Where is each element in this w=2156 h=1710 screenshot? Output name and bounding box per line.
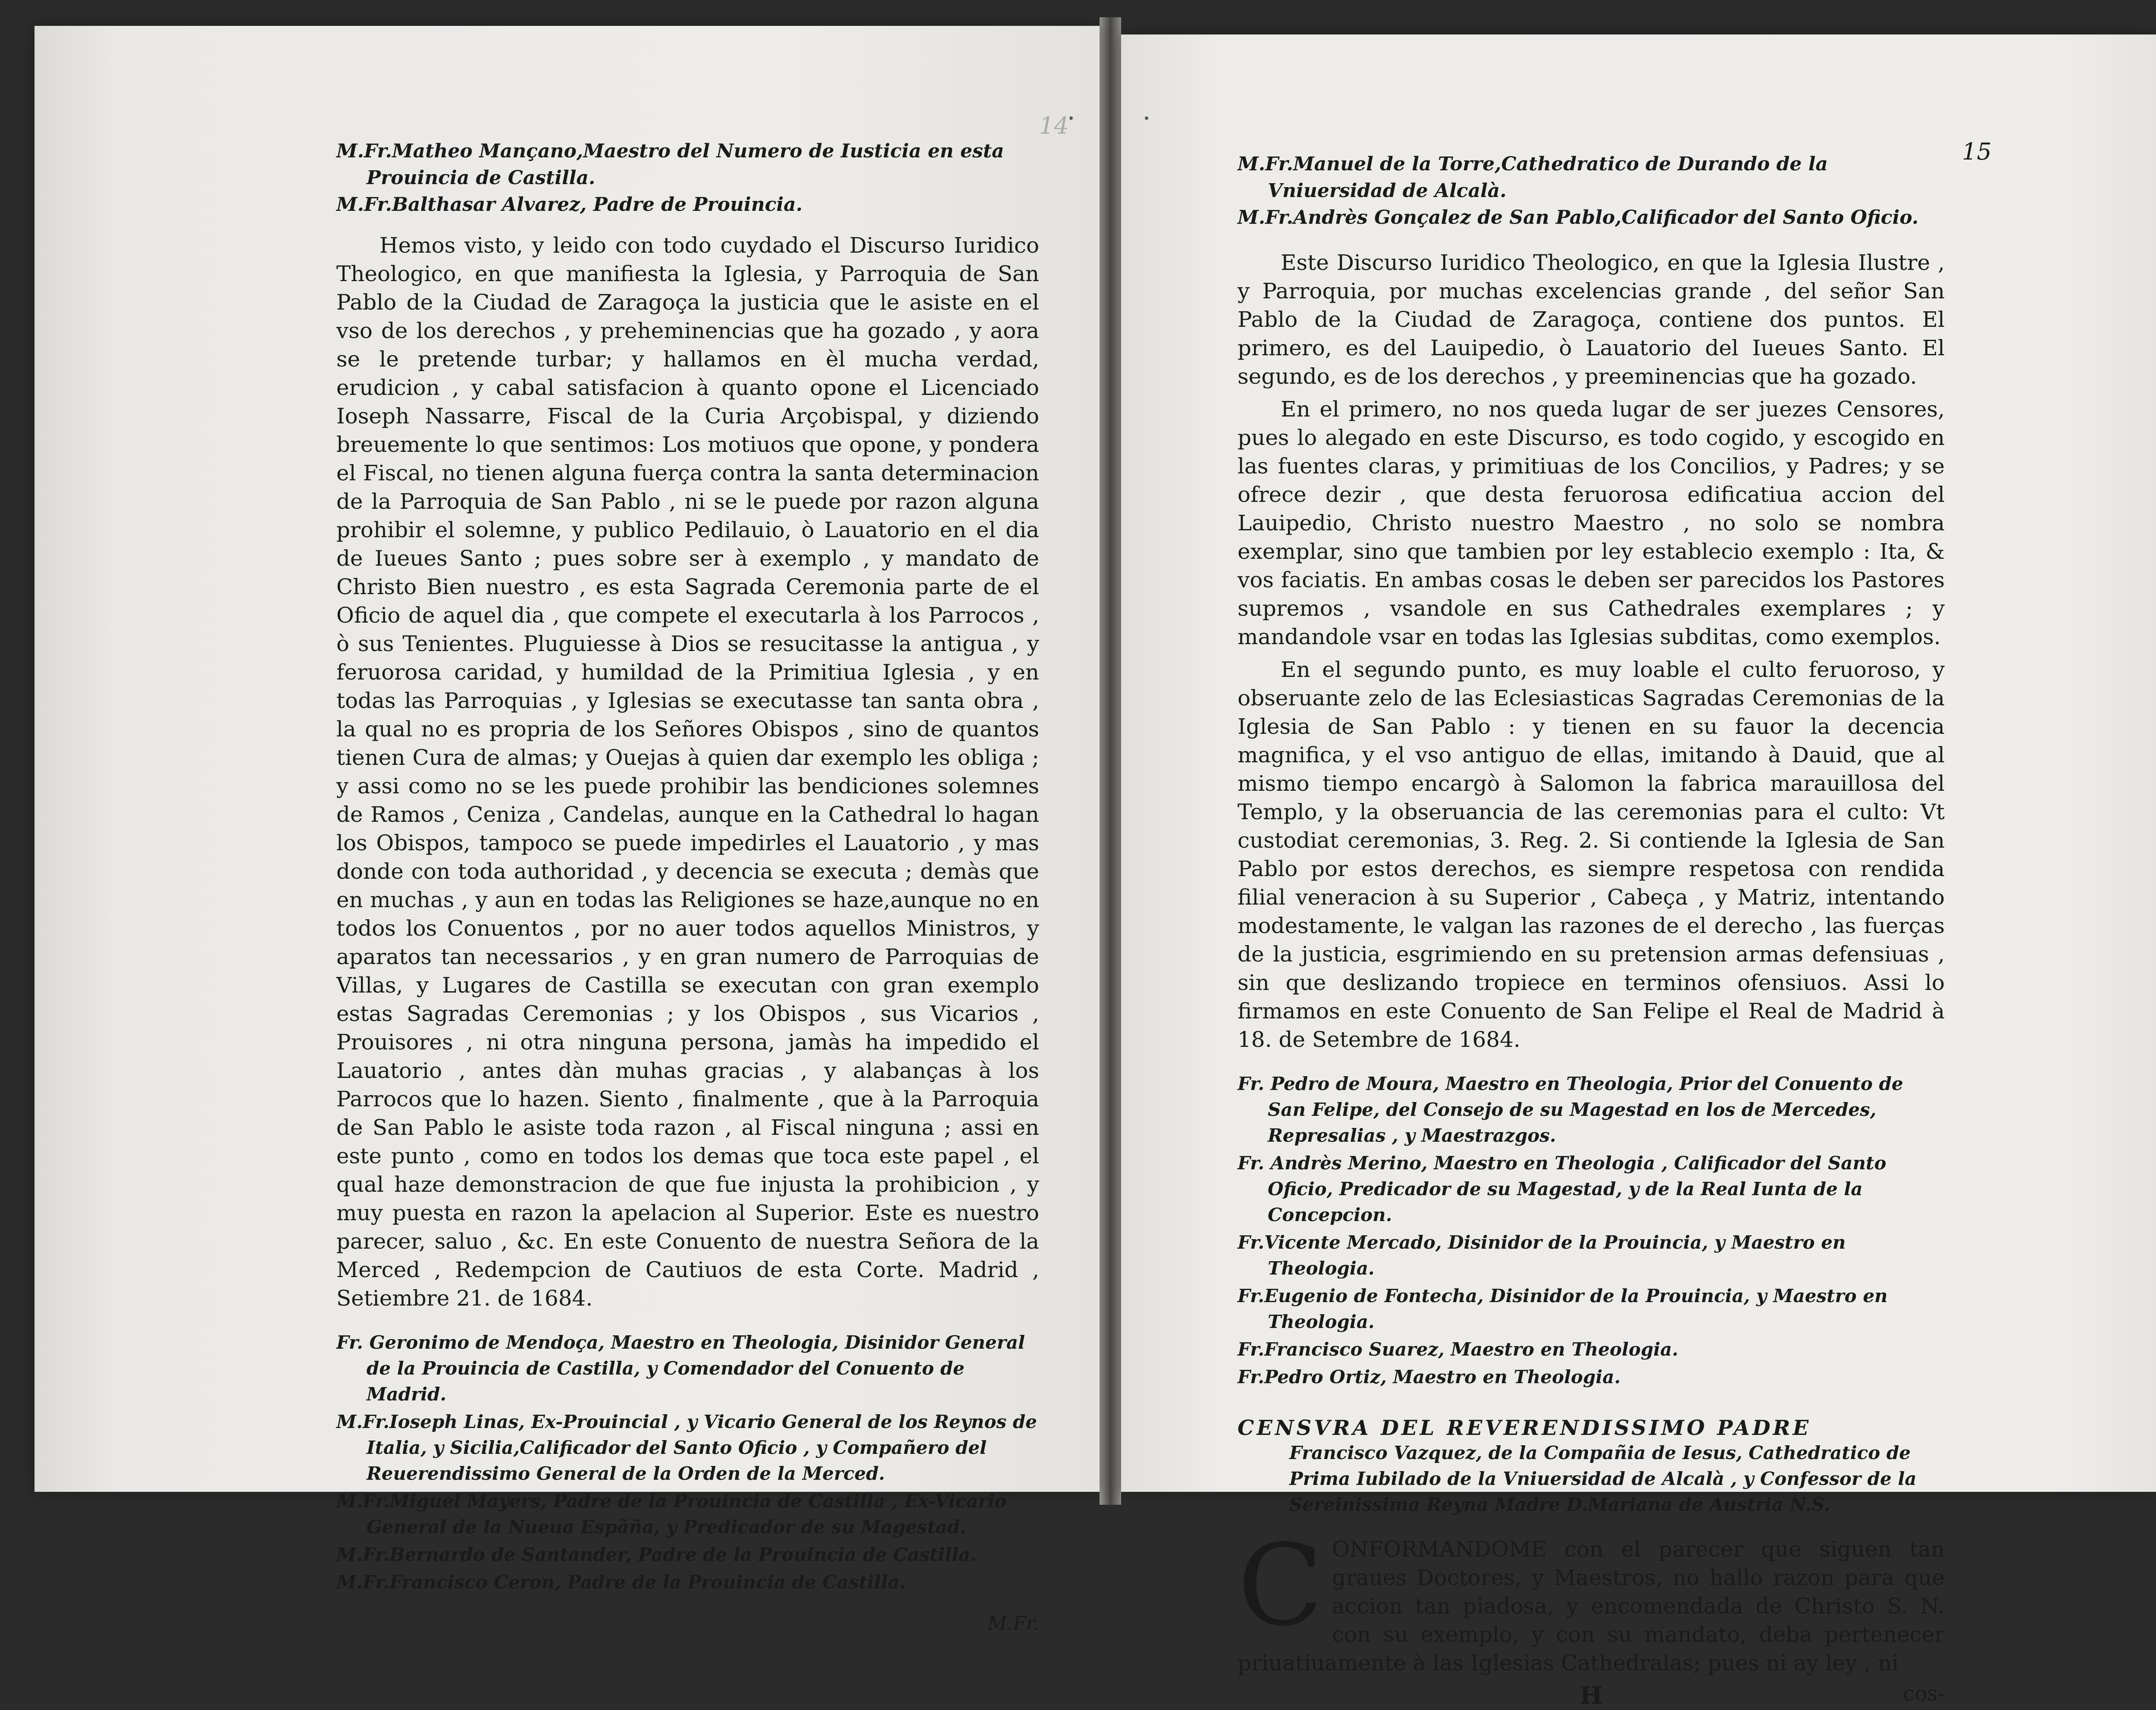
signatory: Fr.Francisco Suarez, Maestro en Theologia. [1238, 1339, 1679, 1360]
signatory: M.Fr.Ioseph Linas, Ex-Prouincial , y Vicario General de los Reynos de Italia, y Sicilia,Calificador del Santo Oficio , y Compañero del Reuerendissimo General de la Orden de la Merced. [336, 1411, 1037, 1484]
censura-body [1238, 1521, 1945, 1677]
header-signatory: M.Fr.Matheo Mançano,Maestro del Numero de Iusticia en esta Prouincia de Castilla. [336, 140, 1004, 189]
signatory: Fr.Eugenio de Fontecha, Disinidor de la Prouincia, y Maestro en Theologia. [1238, 1285, 1888, 1332]
drop-cap: C [1238, 1521, 1323, 1651]
signatory-list [336, 1330, 1039, 1595]
ink-spot [1145, 116, 1148, 120]
signatory: M.Fr.Miguel Mayers, Padre de la Prouincia de Castilla , Ex-Vicario General de la Nueua Espãña, y Predicador de su Magestad. [336, 1491, 1007, 1538]
header-signatory: M.Fr.Balthasar Alvarez, Padre de Prouincia. [336, 194, 803, 216]
header-signatory: M.Fr.Andrès Gonçalez de San Pablo,Calificador del Santo Oficio. [1238, 207, 1919, 229]
catchword: M.Fr. [987, 1613, 1039, 1635]
page-number: 15 [1962, 138, 1992, 165]
paragraph: Este Discurso Iuridico Theologico, en que la Iglesia Ilustre , y Parroquia, por muchas excelencias grande , del señor San Pablo de la Ciudad de Zaragoça, contiene dos puntos. El primero, es del Lauipedio, ò Lauatorio del Iueues Santo. El segundo, es de los derechos , y preeminencias que ha gozado. [1238, 250, 1945, 389]
paragraph: En el segundo punto, es muy loable el culto feruoroso, y obseruante zelo de las Eclesiasticas Sagradas Ceremonias de la Iglesia de San Pablo : y tienen en su fauor la decencia magnifica, y el vso antiguo de ellas, imitando à Dauid, que al mismo tiempo encargò à Salomon la fabrica marauillosa del Templo, y la obseruancia de las ceremonias para el culto: Vt custodiat ceremonias, 3. Reg. 2. Si contiende la Iglesia de San Pablo por estos derechos, es siempre respetosa con rendida filial veneracion à su Superior , Cabeça , y Matriz, intentando modestamente, le valgan las razones de el derecho , las fuerças de la justicia, esgrimiendo en su pretension armas defensiuas , sin que deslizando tropiece en terminos ofensiuos. Assi lo firmamos en este Conuento de San Felipe el Real de Madrid à 18. de Setembre de 1684. [1238, 657, 1945, 1052]
signatory: Fr.Pedro Ortiz, Maestro en Theologia. [1238, 1366, 1621, 1387]
censura-text: ONFORMANDOME con el parecer que siguen tan graues Doctores, y Maestros, no hallo razon para que accion tan piadosa, y encomendada de Christo S. N. con su exemplo, y con su mandato, deba pertenecer priuatiuamente à las Iglesias Cathedralas; pues ni ay ley , ni [1238, 1537, 1945, 1676]
catchword: cos- [1903, 1682, 1945, 1706]
signatory: Fr. Andrès Merino, Maestro en Theologia , Calificador del Santo Oficio, Predicador de su Magestad, y de la Real Iunta de la Concepcion. [1238, 1153, 1887, 1225]
signature-letter: H [1579, 1682, 1603, 1710]
signatory-list [1238, 1071, 1945, 1390]
signatory: Fr. Pedro de Moura, Maestro en Theologia, Prior del Conuento de San Felipe, del Consejo de su Magestad en los de Mercedes, Represalias , y Maestrazgos. [1238, 1073, 1903, 1146]
left-page [34, 26, 1100, 1635]
page-number: 14 [1039, 112, 1069, 139]
signature-mark [1238, 1682, 1945, 1710]
ink-spot [1069, 116, 1073, 120]
signatory: M.Fr.Francisco Ceron, Padre de la Prouincia de Castilla. [336, 1572, 906, 1593]
right-page-content [1238, 151, 1945, 1710]
censura-subheading: Francisco Vazquez, de la Compañia de Iesus, Cathedratico de Prima Iubilado de la Vniuersidad de Alcalà , y Confessor de la Sereinissima Reyna Madre D.Mariana de Austria N.S. [1289, 1442, 1917, 1515]
right-page [1121, 34, 2156, 1710]
body-text [336, 231, 1039, 1312]
paragraph: En el primero, no nos queda lugar de ser juezes Censores, pues lo alegado en este Discurso, es todo cogido, y escogido en las fuentes claras, y primitiuas de los Concilios, y Padres; y se ofrece dezir , que desta feruorosa edificatiua accion del Lauipedio, Christo nuestro Maestro , no solo se nombra exemplar, sino que tambien por ley establecio exemplo : Ita, & vos faciatis. En ambas cosas le deben ser parecidos los Pastores supremos , vsandole en sus Cathedrales exemplares ; y mandandole vsar en todas las Iglesias subditas, como exemplos. [1238, 397, 1945, 649]
body-text [1238, 248, 1945, 1054]
signatory: Fr.Vicente Mercado, Disinidor de la Prouincia, y Maestro en Theologia. [1238, 1232, 1846, 1279]
paragraph: Hemos visto, y leido con todo cuydado el Discurso Iuridico Theologico, en que manifiesta la Iglesia, y Parroquia de San Pablo de la Ciudad de Zaragoça la justicia que le asiste en el vso de los derechos , y preheminencias que ha gozado , y aora se le pretende turbar; y hallamos en èl mucha verdad, erudicion , y cabal satisfacion à quanto opone el Licenciado Ioseph Nassarre, Fiscal de la Curia Arçobispal, y diziendo breuemente lo que sentimos: Los motiuos que opone, y pondera el Fiscal, no tienen alguna fuerça contra la santa determinacion de la Parroquia de San Pablo , ni se le puede por razon alguna prohibir el solemne, y publico Pedilauio, ò Lauatorio en el dia de Iueues Santo ; pues sobre ser à exemplo , y mandato de Christo Bien nuestro , es esta Sagrada Ceremonia parte de el Oficio de aquel dia , que compete el executarla à los Parrocos , ò sus Tenientes. Pluguiesse à Dios se resucitasse la antigua , y feruorosa caridad, y humildad de la Primitiua Iglesia , y en todas las Parroquias , y Iglesias se executasse tan santa obra , la qual no es propria de los Señores Obispos , sino de quantos tienen Cura de almas; y Ouejas à quien dar exemplo les obliga ; y assi como no se les puede prohibir las bendiciones solemnes de Ramos , Ceniza , Candelas, aunque en la Cathedral lo hagan los Obispos, tampoco se puede impedirles el Lauatorio , y mas donde con toda authoridad , y decencia se executa ; demàs que en muchas , y aun en todas las Religiones se haze,aunque no en todos los Conuentos , por no auer todos aquellos Ministros, y aparatos tan necessarios , y en gran numero de Parroquias de Villas, y Lugares de Castilla se executan con gran exemplo estas Sagradas Ceremonias ; y los Obispos , sus Vicarios , Prouisores , ni otra ninguna persona, jamàs ha impedido el Lauatorio , antes dàn muhas gracias , y alabanças à los Parrocos que lo hazen. Siento , finalmente , que à la Parroquia de San Pablo le asiste toda razon , al Fiscal ninguna ; assi en este punto , como en todos los demas que toca este papel , el qual haze demonstracion de que fue injusta la prohibicion , y muy puesta en razon la apelacion al Superior. Este es nuestro parecer, saluo , &c. En este Conuento de nuestra Señora de la Merced , Redempcion de Cautiuos de esta Corte. Madrid , Setiembre 21. de 1684. [336, 233, 1039, 1311]
signatory: Fr. Geronimo de Mendoça, Maestro en Theologia, Disinidor General de la Prouincia de Castilla, y Comendador del Conuento de Madrid. [336, 1332, 1025, 1405]
censura-heading: CENSVRA DEL REVERENDISSIMO PADRE [1238, 1416, 1811, 1440]
left-page-content [336, 138, 1039, 1635]
signatory: M.Fr.Bernardo de Santander, Padre de la Prouincia de Castilla. [336, 1544, 977, 1565]
header-signatory: M.Fr.Manuel de la Torre,Cathedratico de Durando de la Vniuersidad de Alcalà. [1238, 153, 1828, 202]
book-gutter [1100, 17, 1121, 1505]
